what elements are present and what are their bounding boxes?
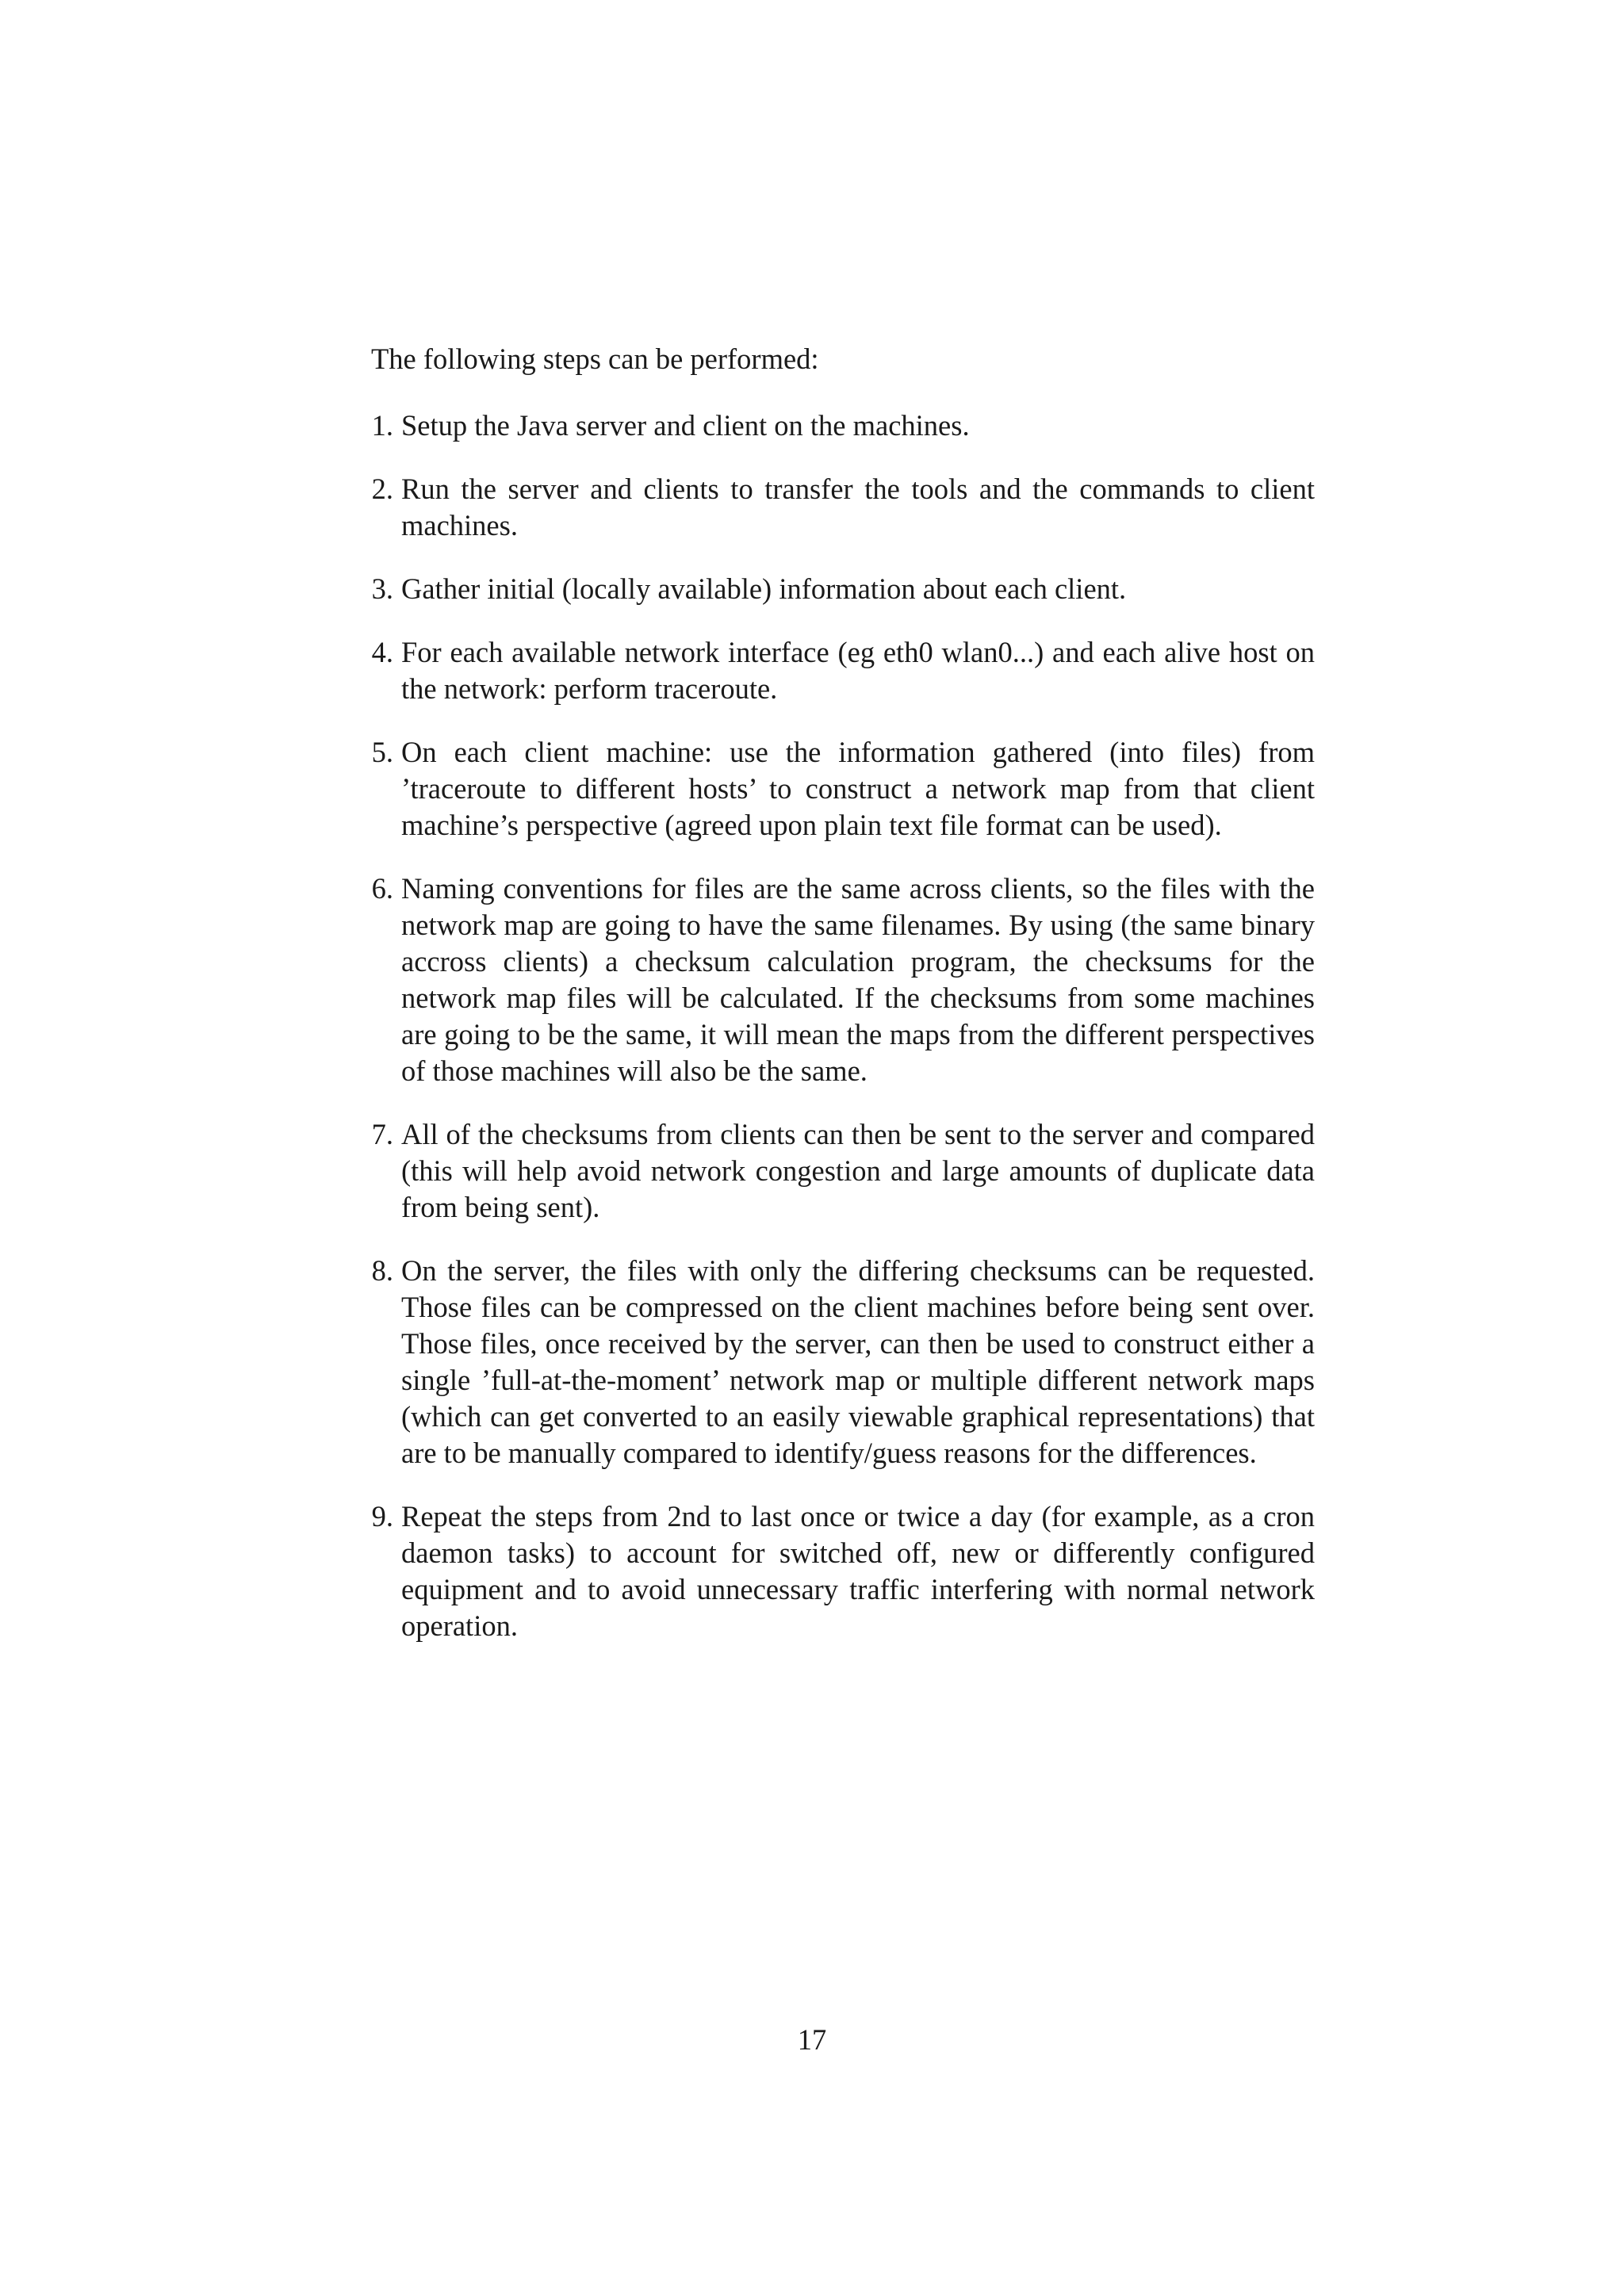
step-item [371, 1253, 1315, 1471]
step-text: Naming conventions for files are the same across clients, so the files with the network map are going to have the same filenames. By using (the same binary accross clients) a checksum calculation program, the checksums for the network map files will be calculated. If the checksums from some machines are going to be the same, it will mean the maps from the different perspectives of those machines will also be the same. [401, 872, 1315, 1087]
step-number: 2. [371, 473, 393, 505]
page-number: 17 [797, 2023, 827, 2056]
step-number: 1. [371, 409, 393, 442]
step-item [371, 1116, 1315, 1226]
step-item [371, 871, 1315, 1089]
step-number: 6. [371, 872, 393, 905]
step-item [371, 1498, 1315, 1644]
step-text: On the server, the files with only the differing checksums can be requested. Those files can be compressed on the client machines before being sent over. Those files, once received by the server, can then be used to construct either a single ’full-at-the-moment’ network map or multiple different network maps (which can get converted to an easily viewable graphical representations) that are to be manually compared to identify/guess reasons for the differences. [401, 1254, 1315, 1469]
step-text: Setup the Java server and client on the machines. [401, 409, 970, 442]
intro-paragraph: The following steps can be performed: [371, 342, 819, 375]
body-text [371, 341, 1315, 1671]
step-text: All of the checksums from clients can then be sent to the server and compared (this will help avoid network congestion and large amounts of duplicate data from being sent). [401, 1118, 1315, 1223]
step-number: 3. [371, 572, 393, 605]
step-text: On each client machine: use the information gathered (into files) from ’traceroute to different hosts’ to construct a network map from that client machine’s perspective (agreed upon plain text file format can be used). [401, 736, 1315, 841]
step-text: Repeat the steps from 2nd to last once or twice a day (for example, as a cron daemon tasks) to account for switched off, new or differently configured equipment and to avoid unnecessary traffic interfering with normal network operation. [401, 1500, 1315, 1642]
step-text: Gather initial (locally available) information about each client. [401, 572, 1127, 605]
step-number: 4. [371, 636, 393, 668]
steps-list [371, 408, 1315, 1644]
step-item [371, 734, 1315, 844]
step-item [371, 634, 1315, 707]
step-item [371, 471, 1315, 544]
step-text: For each available network interface (eg eth0 wlan0...) and each alive host on the network: perform traceroute. [401, 636, 1315, 705]
step-number: 9. [371, 1500, 393, 1533]
step-number: 5. [371, 736, 393, 768]
step-number: 8. [371, 1254, 393, 1287]
step-item [371, 571, 1315, 607]
step-number: 7. [371, 1118, 393, 1150]
step-text: Run the server and clients to transfer the tools and the commands to client machines. [401, 473, 1315, 541]
step-item [371, 408, 1315, 444]
